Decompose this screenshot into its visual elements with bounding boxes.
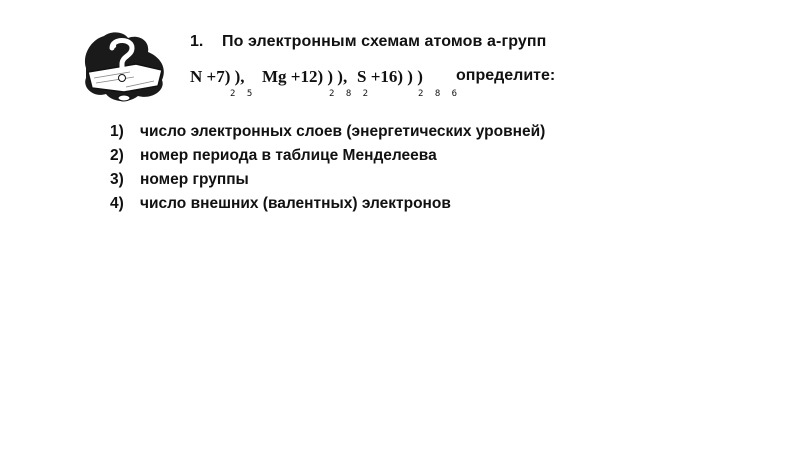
electron-config-n: 2 5 (230, 89, 256, 99)
list-item-number: 1) (110, 123, 124, 140)
list-item-number: 4) (110, 195, 124, 212)
atom-formula-n: N +7) ), (190, 67, 245, 86)
atom-formula-s: S +16) ) ) (357, 67, 423, 86)
list-item-text: номер периода в таблице Менделеева (140, 147, 437, 164)
electron-config-mg: 2 8 2 (329, 89, 372, 99)
question-mark-creature-icon (78, 26, 178, 106)
list-item (110, 171, 249, 189)
list-item-text: число электронных слоев (энергетических уровней) (140, 123, 546, 140)
atom-formula-mg: Mg +12) ) ), (262, 67, 348, 86)
list-item-number: 3) (110, 171, 124, 188)
list-item (110, 147, 437, 165)
electron-config-s: 2 8 6 (418, 89, 461, 99)
list-item-number: 2) (110, 147, 124, 164)
list-item-text: число внешних (валентных) электронов (140, 195, 451, 212)
list-item (110, 195, 451, 213)
list-item-text: номер группы (140, 171, 249, 188)
task-title: По электронным схемам атомов а-групп (222, 33, 547, 50)
task-ask: определите: (456, 67, 556, 84)
list-item (110, 123, 545, 141)
task-number: 1. (190, 33, 204, 50)
